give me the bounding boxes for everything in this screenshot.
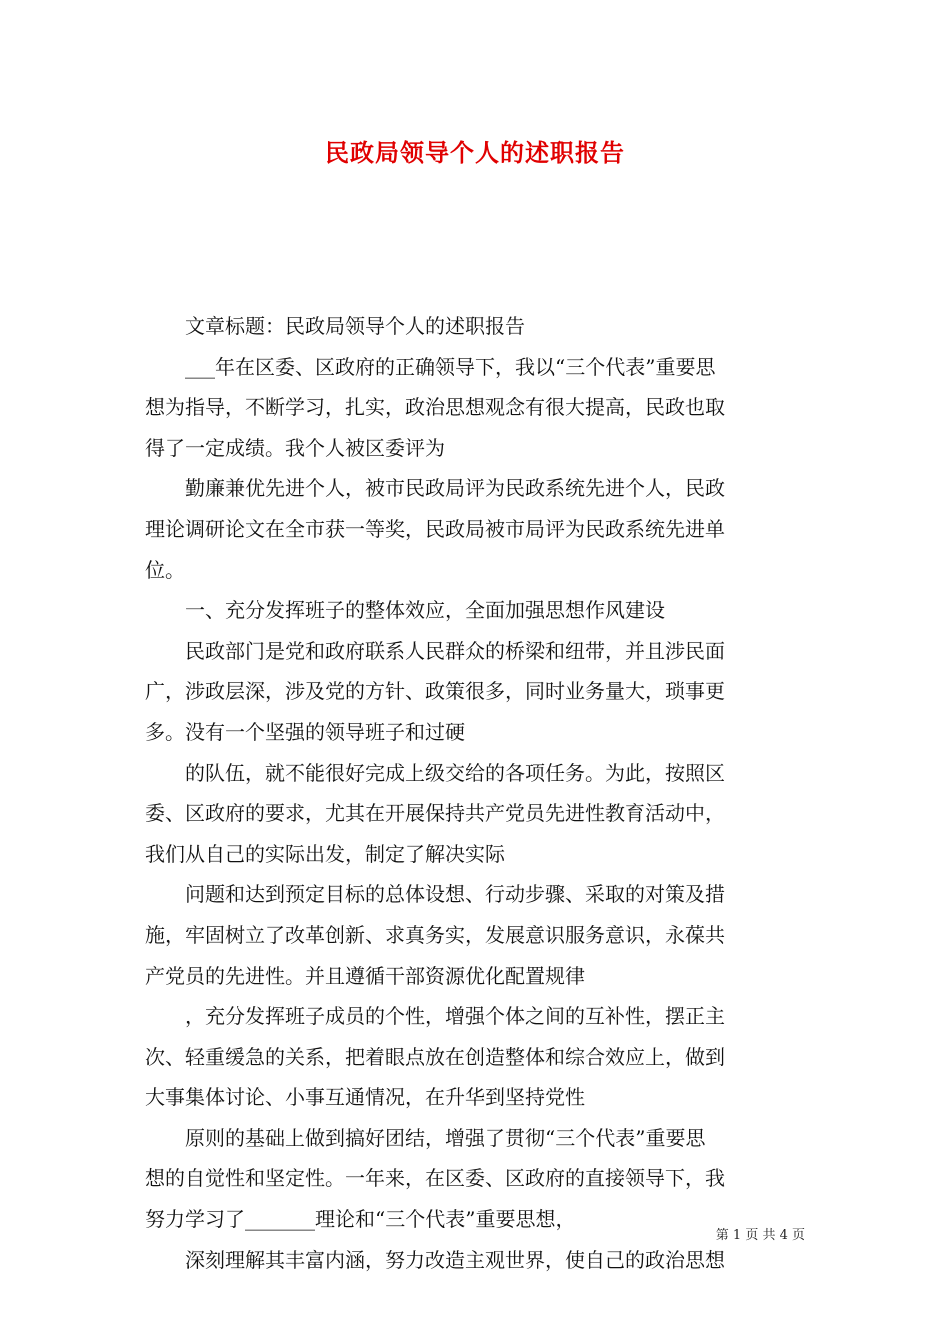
body-line: 努力学习了_______理论和“三个代表”重要思想， [145, 1207, 576, 1232]
body-line: 施，牢固树立了改革创新、求真务实，发展意识服务意识，永葆共 [145, 922, 725, 947]
body-line: 想为指导，不断学习，扎实，政治思想观念有很大提高，民政也取 [145, 395, 725, 420]
document-title: 民政局领导个人的述职报告 [325, 138, 625, 167]
body-line: ___年在区委、区政府的正确领导下，我以“三个代表”重要思 [145, 354, 716, 379]
body-line: 位。 [145, 557, 185, 582]
section-heading: 一、充分发挥班子的整体效应，全面加强思想作风建设 [145, 598, 665, 623]
body-line: 的队伍，就不能很好完成上级交给的各项任务。为此，按照区 [145, 760, 725, 785]
page-number: 第 1 页 共 4 页 [715, 1228, 805, 1243]
body-line: 得了一定成绩。我个人被区委评为 [145, 435, 445, 460]
document-body [145, 306, 815, 1280]
body-line: 文章标题：民政局领导个人的述职报告 [145, 314, 525, 338]
body-line: 想的自觉性和坚定性。一年来，在区委、区政府的直接领导下，我 [145, 1166, 725, 1191]
body-line: 深刻理解其丰富内涵，努力改造主观世界，使自己的政治思想 [145, 1247, 725, 1272]
body-line: 多。没有一个坚强的领导班子和过硬 [145, 719, 465, 744]
body-line: 广，涉政层深，涉及党的方针、政策很多，同时业务量大，琐事更 [145, 679, 725, 704]
body-line: 我们从自己的实际出发，制定了解决实际 [145, 841, 505, 866]
body-line: 理论调研论文在全市获一等奖，民政局被市局评为民政系统先进单 [145, 516, 725, 541]
body-line: 原则的基础上做到搞好团结，增强了贯彻“三个代表”重要思 [145, 1125, 706, 1150]
body-line: 勤廉兼优先进个人，被市民政局评为民政系统先进个人，民政 [145, 476, 725, 501]
body-line: 次、轻重缓急的关系，把着眼点放在创造整体和综合效应上，做到 [145, 1044, 725, 1069]
body-line: 大事集体讨论、小事互通情况，在升华到坚持党性 [145, 1085, 585, 1110]
body-line: 委、区政府的要求，尤其在开展保持共产党员先进性教育活动中， [145, 801, 725, 826]
body-line: 问题和达到预定目标的总体设想、行动步骤、采取的对策及措 [145, 882, 725, 907]
body-line: 民政部门是党和政府联系人民群众的桥梁和纽带，并且涉民面 [145, 638, 725, 663]
body-line: ，充分发挥班子成员的个性，增强个体之间的互补性，摆正主 [145, 1004, 725, 1029]
body-line: 产党员的先进性。并且遵循干部资源优化配置规律 [145, 963, 585, 988]
